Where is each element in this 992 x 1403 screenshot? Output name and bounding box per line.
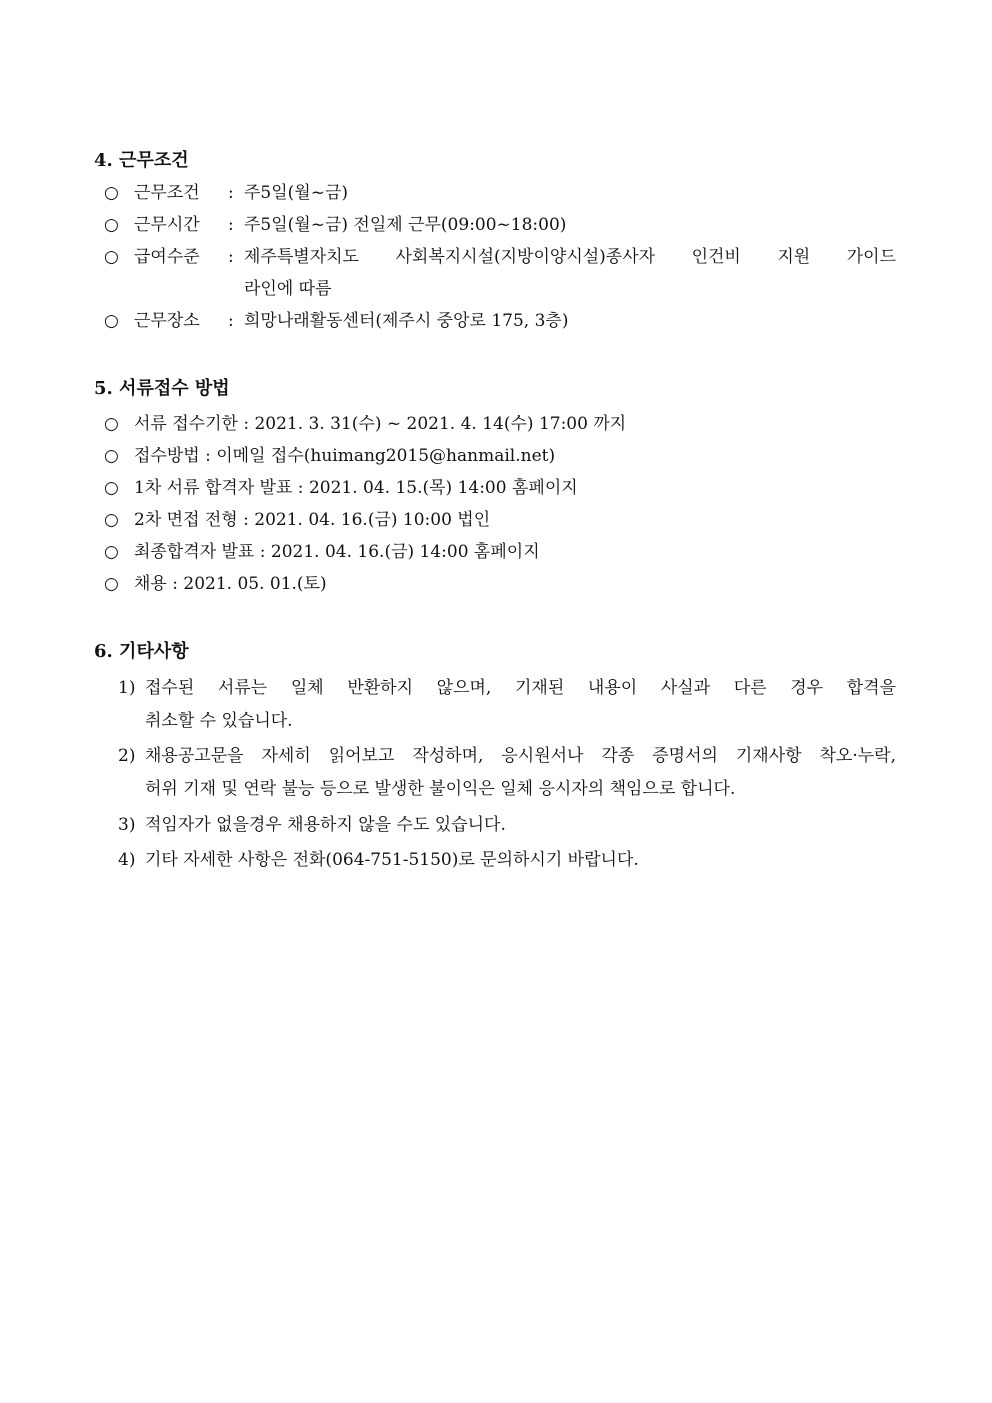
note-2-line-1: 채용공고문을 자세히 읽어보고 작성하며, 응시원서나 각종 증명서의 기재사항 착오·누락, bbox=[145, 746, 896, 766]
note-3-line-1: 적임자가 없을경우 채용하지 않을 수도 있습니다. bbox=[145, 815, 506, 835]
application-period-item bbox=[104, 413, 626, 435]
interview-item bbox=[104, 509, 490, 531]
circle-bullet-icon: ○ bbox=[104, 247, 119, 267]
circle-bullet-icon: ○ bbox=[104, 446, 119, 466]
note-4-line-1: 기타 자세한 사항은 전화(064-751-5150)로 문의하시기 바랍니다. bbox=[145, 850, 639, 870]
item-text: 서류 접수기한 : 2021. 3. 31(수) ~ 2021. 4. 14(수) 17:00 까지 bbox=[134, 414, 627, 434]
circle-bullet-icon: ○ bbox=[104, 311, 119, 331]
note-1-line-2: 취소할 수 있습니다. bbox=[145, 711, 293, 731]
work-hours-item bbox=[104, 214, 566, 236]
work-days-item bbox=[104, 182, 348, 204]
item-value: 희망나래활동센터(제주시 중앙로 175, 3층) bbox=[244, 311, 569, 331]
application-method-item bbox=[104, 445, 555, 467]
circle-bullet-icon: ○ bbox=[104, 510, 119, 530]
item-text: 최종합격자 발표 : 2021. 04. 16.(금) 14:00 홈페이지 bbox=[134, 542, 540, 562]
item-text: 1차 서류 합격자 발표 : 2021. 04. 15.(목) 14:00 홈페이지 bbox=[134, 478, 578, 498]
section-5-heading: 5. 서류접수 방법 bbox=[94, 378, 230, 399]
note-2-line-2: 허위 기재 및 연락 불능 등으로 발생한 불이익은 일체 응시자의 책임으로 합니다. bbox=[145, 779, 736, 799]
hiring-date-item bbox=[104, 573, 327, 595]
circle-bullet-icon: ○ bbox=[104, 414, 119, 434]
item-label: 근무장소 bbox=[134, 311, 200, 331]
item-separator: : bbox=[228, 311, 234, 331]
circle-bullet-icon: ○ bbox=[104, 478, 119, 498]
circle-bullet-icon: ○ bbox=[104, 183, 119, 203]
note-4-number: 4) bbox=[118, 850, 136, 870]
note-1-number: 1) bbox=[118, 678, 136, 698]
circle-bullet-icon: ○ bbox=[104, 215, 119, 235]
item-value: 주5일(월~금) 전일제 근무(09:00~18:00) bbox=[244, 215, 567, 235]
item-label: 근무시간 bbox=[134, 215, 200, 235]
item-separator: : bbox=[228, 183, 234, 203]
item-separator: : bbox=[228, 215, 234, 235]
item-separator: : bbox=[228, 247, 234, 267]
salary-level-value: 제주특별자치도 사회복지시설(지방이양시설)종사자 인건비 지원 가이드 bbox=[244, 247, 896, 267]
item-text: 채용 : 2021. 05. 01.(토) bbox=[134, 574, 327, 594]
note-3-number: 3) bbox=[118, 815, 136, 835]
circle-bullet-icon: ○ bbox=[104, 542, 119, 562]
section-6-heading: 6. 기타사항 bbox=[94, 641, 189, 662]
section-4-heading: 4. 근무조건 bbox=[94, 150, 189, 171]
final-result-item bbox=[104, 541, 540, 563]
item-label: 근무조건 bbox=[134, 183, 200, 203]
item-label: 급여수준 bbox=[134, 247, 200, 267]
circle-bullet-icon: ○ bbox=[104, 574, 119, 594]
salary-level-value-continued: 라인에 따름 bbox=[244, 279, 332, 299]
item-text: 접수방법 : 이메일 접수(huimang2015@hanmail.net) bbox=[134, 446, 556, 466]
note-2-number: 2) bbox=[118, 746, 136, 766]
first-round-result-item bbox=[104, 477, 578, 499]
work-location-item bbox=[104, 310, 568, 332]
item-value: 주5일(월~금) bbox=[244, 183, 349, 203]
item-text: 2차 면접 전형 : 2021. 04. 16.(금) 10:00 법인 bbox=[134, 510, 491, 530]
note-1-line-1: 접수된 서류는 일체 반환하지 않으며, 기재된 내용이 사실과 다른 경우 합격을 bbox=[145, 678, 896, 698]
